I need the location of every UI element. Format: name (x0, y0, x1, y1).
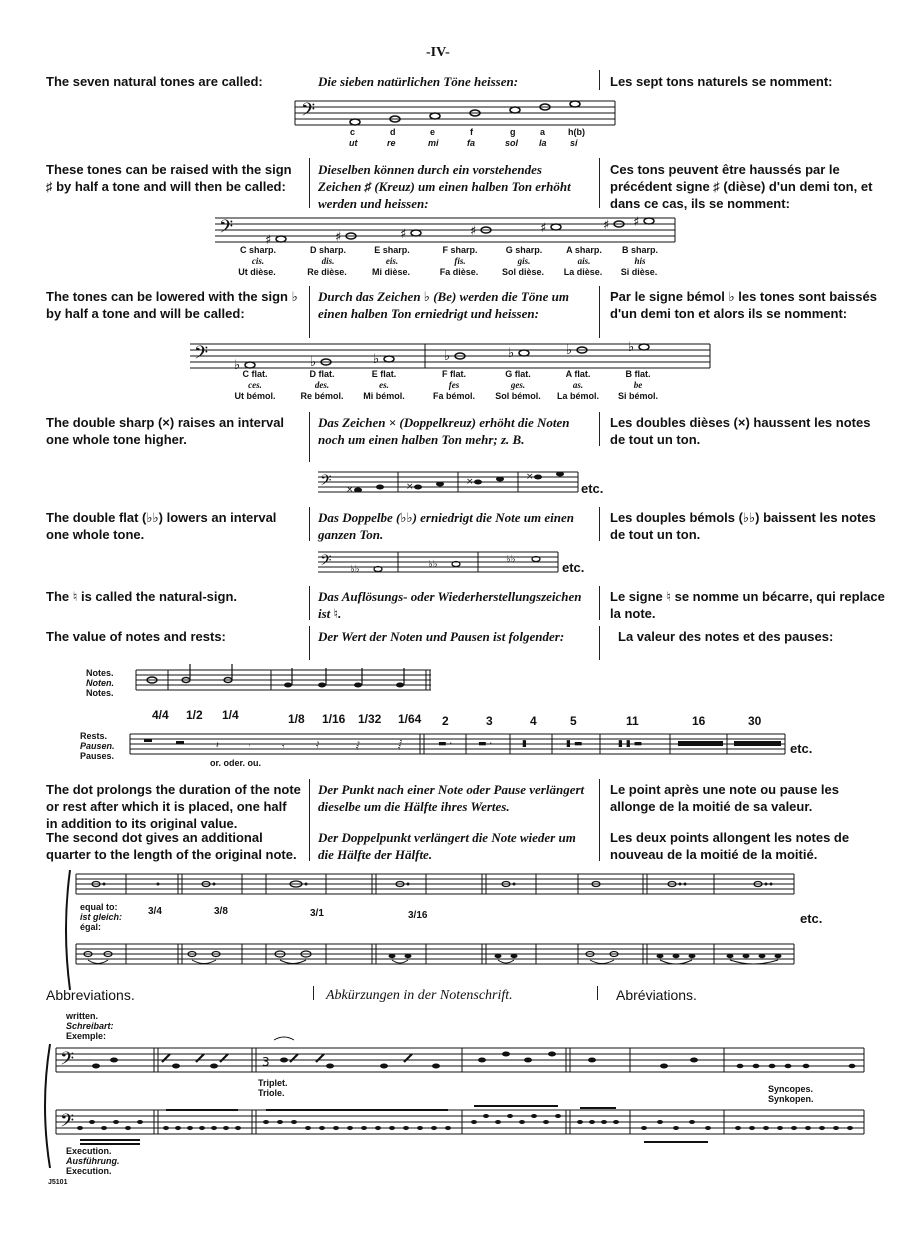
sharp-fr-2: Mi dièse. (371, 267, 410, 277)
flat-de-1: des. (314, 380, 330, 390)
letter-f: f (470, 127, 473, 137)
svg-text:𝄢: 𝄢 (60, 1111, 75, 1136)
solfege-re: re (387, 138, 396, 148)
flat-de-2: es. (379, 380, 389, 390)
svg-text:×: × (406, 482, 414, 492)
triplet-en: Triplet. (258, 1078, 288, 1088)
abbrev-fr: Abréviations. (616, 987, 697, 1003)
count-3: 5 (570, 714, 577, 728)
svg-text:♯: ♯ (470, 224, 477, 239)
flat-de-3: fes (448, 380, 460, 390)
count-2: 4 (530, 714, 537, 728)
notes-label-en: Notes. (86, 668, 114, 678)
svg-text:♯: ♯ (265, 233, 272, 248)
written-label-de: Schreibart: (66, 1021, 114, 1031)
fraction-4: 1/16 (322, 712, 346, 726)
flat-de-0: ces. (248, 380, 262, 390)
svg-text:♯: ♯ (335, 230, 342, 245)
svg-text:×: × (526, 472, 534, 482)
rests-label-de: Pausen. (80, 741, 115, 751)
svg-text:𝄢: 𝄢 (60, 1049, 75, 1074)
notes-label-de: Noten. (86, 678, 114, 688)
sharp-en-3: F sharp. (442, 245, 478, 255)
natural-en: The seven natural tones are called: (46, 74, 263, 89)
sharp-fr-3: Fa dièse. (439, 267, 479, 277)
svg-text:♯: ♯ (603, 218, 610, 233)
abbrev-en: Abbreviations. (46, 987, 135, 1003)
solfege-mi: mi (428, 138, 439, 148)
sharp-de-0: cis. (251, 256, 265, 266)
dot-fr-1: Le point après une note ou pause les allonge de la moitié de sa valeur. (610, 782, 839, 814)
svg-text:▮: ▮ (522, 739, 527, 749)
count-6: 30 (748, 714, 762, 728)
flat-en-0: C flat. (242, 369, 268, 379)
meter-1: 3/8 (214, 906, 228, 917)
dot-en-2: The second dot gives an additional quarter to the length of the original note. (46, 830, 297, 862)
flat-en-5: A flat. (565, 369, 591, 379)
sharp-en-0: C sharp. (239, 245, 276, 255)
svg-text:3: 3 (262, 1055, 270, 1069)
abbrev-de: Abkürzungen in der Notenschrift. (326, 988, 513, 1003)
sharp-en-5: A sharp. (566, 245, 602, 255)
count-0: 2 (442, 714, 449, 728)
fraction-2: 1/4 (222, 708, 239, 722)
rests-staff (130, 732, 790, 758)
svg-text:♯: ♯ (540, 221, 547, 236)
flat-en-4: G flat. (505, 369, 531, 379)
rests-label-en: Rests. (80, 731, 108, 741)
natsign-en: The ♮ is called the natural-sign. (46, 589, 238, 604)
count-1: 3 (486, 714, 493, 728)
meter-0: 3/4 (148, 906, 162, 917)
svg-text:𝄢: 𝄢 (219, 217, 234, 242)
count-5: 16 (692, 714, 706, 728)
flat-de-6: be (633, 380, 643, 390)
letter-c: c (350, 127, 356, 137)
svg-text:𝄢: 𝄢 (301, 100, 316, 125)
letter-e: e (430, 127, 436, 137)
sharp-fr-6: Si dièse. (620, 267, 658, 277)
flat-fr-5: La bémol. (556, 391, 599, 401)
abbrev-top-staff (44, 1044, 884, 1080)
svg-text:♭♭: ♭♭ (506, 554, 516, 565)
values-etc: etc. (790, 741, 813, 756)
syncope-en: Syncopes. (768, 1084, 814, 1094)
flat-fr-6: Si bémol. (617, 391, 658, 401)
natural-fr: Les sept tons naturels se nomment: (610, 74, 833, 89)
flat-en-6: B flat. (625, 369, 651, 379)
svg-text:𝄢: 𝄢 (194, 343, 209, 368)
values-fr: La valeur des notes et des pauses: (618, 629, 834, 644)
dot-bottom-staff (66, 940, 796, 970)
svg-text:𝄿: 𝄿 (282, 741, 285, 751)
flat-fr-4: Sol bémol. (495, 391, 541, 401)
sharp-en-6: B sharp. (621, 245, 658, 255)
sharp-en-2: E sharp. (374, 245, 410, 255)
dsharp-etc: etc. (581, 481, 604, 496)
sharp-de-4: gis. (517, 256, 531, 266)
values-en: The value of notes and rests: (46, 629, 226, 644)
plate-number: J5101 (48, 1179, 68, 1186)
letter-g: g (510, 127, 516, 137)
dsharp-de: Das Zeichen × (Doppelkreuz) erhöht die Noten noch um einen halben Ton mehr; z. B. (318, 415, 570, 447)
natsign-fr: Le signe ♮ se nomme un bécarre, qui replace la note. (610, 589, 885, 621)
flat-fr-3: Fa bémol. (432, 391, 475, 401)
flat-fr: Par le signe bémol ♭ les tones sont baissés d'un demi ton et alors ils se nomment: (610, 289, 877, 321)
equal-label-de: ist gleich: (80, 912, 123, 922)
sharp-de: Dieselben können durch ein vorstehendes Zeichen ♯ (Kreuz) um einen halben Ton erhöht werden und heissen: (318, 162, 571, 211)
sharp-de-1: dis. (321, 256, 335, 266)
svg-text:♭: ♭ (234, 358, 241, 373)
sharp-de-5: ais. (577, 256, 591, 266)
meter-2: 3/1 (310, 908, 324, 919)
svg-text:𝄾: 𝄾 (248, 741, 251, 751)
svg-text:▮ ▬: ▮ ▬ (566, 739, 583, 749)
execution-label-de: Ausführung. (66, 1156, 120, 1166)
equal-label-en: equal to: (80, 902, 118, 912)
notes-label-fr: Notes. (86, 688, 114, 698)
sharp-fr-5: La dièse. (563, 267, 603, 277)
dsharp-fr: Les doubles dièses (×) haussent les notes de tout un ton. (610, 415, 871, 447)
dot-en-1: The dot prolongs the duration of the note or rest after which it is placed, one half in addition to its original value. (46, 782, 301, 831)
svg-text:♭: ♭ (373, 352, 380, 367)
fraction-3: 1/8 (288, 712, 305, 726)
flat-en-2: E flat. (371, 369, 397, 379)
sharp-de-2: eis. (385, 256, 399, 266)
solfege-ut: ut (349, 138, 358, 148)
sharp-fr-1: Re dièse. (307, 267, 347, 277)
fraction-0: 4/4 (152, 708, 169, 722)
svg-text:♭: ♭ (310, 355, 317, 370)
svg-text:♭: ♭ (628, 340, 635, 355)
svg-text:♭♭: ♭♭ (428, 559, 438, 570)
flat-fr-0: Ut bémol. (234, 391, 276, 401)
written-label-en: written. (66, 1011, 99, 1021)
flat-fr-2: Mi bémol. (363, 391, 405, 401)
fraction-1: 1/2 (186, 708, 203, 722)
dot-de-2: Der Doppelpunkt verlängert die Note wieder um die Hälfte der Hälfte. (318, 830, 576, 862)
solfege-fa: fa (467, 138, 476, 148)
meter-3: 3/16 (408, 910, 428, 921)
triplet-de: Triole. (258, 1088, 285, 1098)
fraction-6: 1/64 (398, 712, 422, 726)
dsharp-en: The double sharp (×) raises an interval one whole tone higher. (46, 415, 285, 447)
dflat-fr: Les douples bémols (♭♭) baissent les notes de tout un ton. (610, 510, 876, 542)
dot-etc: etc. (800, 911, 823, 926)
svg-text:𝄢: 𝄢 (320, 552, 332, 573)
svg-text:𝄢: 𝄢 (320, 472, 332, 493)
sharp-en-1: D sharp. (309, 245, 346, 255)
dot-top-staff (66, 870, 796, 900)
svg-text:▬ ·: ▬ · (438, 739, 453, 749)
flat-fr-1: Re bémol. (300, 391, 344, 401)
dsharp-staff (318, 470, 583, 500)
svg-text:𝅂: 𝅂 (398, 741, 403, 751)
rests-label-fr: Pauses. (80, 751, 115, 761)
dflat-etc: etc. (562, 560, 585, 575)
sharp-en: These tones can be raised with the sign ♯ by half a tone and will then be called: (46, 162, 292, 194)
svg-text:♭: ♭ (566, 343, 573, 358)
execution-label-fr: Execution. (66, 1166, 112, 1176)
dot-de-1: Der Punkt nach einer Note oder Pause verlängert dieselbe um die Hälfte ihres Wertes. (318, 782, 585, 814)
dflat-en: The double flat (♭♭) lowers an interval one whole tone. (46, 510, 277, 542)
dot-fr-2: Les deux points allongent les notes de nouveau de la moitié de la moitié. (610, 830, 850, 862)
count-4: 11 (626, 714, 639, 728)
written-label-fr: Exemple: (66, 1031, 107, 1041)
values-de: Der Wert der Noten und Pausen ist folgender: (318, 629, 565, 644)
sharp-fr: Ces tons peuvent être haussés par le précédent signe ♯ (dièse) d'un demi ton, et dans ce cas, ils se nomment: (610, 162, 873, 211)
svg-text:𝄽: 𝄽 (216, 741, 219, 751)
fraction-5: 1/32 (358, 712, 382, 726)
sharp-de-6: his (634, 256, 646, 266)
solfege-la: la (539, 138, 547, 148)
execution-label-en: Execution. (66, 1146, 112, 1156)
svg-text:▬ ·: ▬ · (478, 739, 493, 749)
svg-text:♭: ♭ (444, 349, 451, 364)
flat-de: Durch das Zeichen ♭ (Be) werden die Töne um einen halben Ton erniedrigt und heissen: (318, 289, 569, 321)
dflat-staff (318, 550, 563, 580)
flat-de-4: ges. (510, 380, 526, 390)
svg-text:▮ ▮ ▬: ▮ ▮ ▬ (618, 739, 643, 749)
sharp-staff (215, 214, 675, 248)
flat-en-1: D flat. (309, 369, 335, 379)
rests-or: or. oder. ou. (210, 758, 262, 768)
svg-text:×: × (346, 485, 354, 495)
svg-text:♭♭: ♭♭ (350, 564, 360, 575)
sharp-en-4: G sharp. (505, 245, 543, 255)
equal-label-fr: égal: (80, 922, 102, 932)
letter-h: h(b) (568, 127, 585, 137)
natsign-de: Das Auflösungs- oder Wiederherstellungszeichen ist ♮. (318, 589, 582, 621)
flat-en-3: F flat. (442, 369, 466, 379)
solfege-sol: sol (505, 138, 519, 148)
page-number: -IV- (426, 45, 450, 60)
notes-staff (136, 668, 436, 698)
sharp-fr-0: Ut dièse. (238, 267, 276, 277)
dflat-de: Das Doppelbe (♭♭) erniedrigt die Note um einen ganzen Ton. (318, 510, 574, 542)
svg-text:♯: ♯ (633, 215, 640, 230)
svg-text:𝅁: 𝅁 (356, 741, 360, 751)
letter-a: a (540, 127, 546, 137)
sharp-fr-4: Sol dièse. (501, 267, 545, 277)
flat-en: The tones can be lowered with the sign ♭ by half a tone and will be called: (46, 289, 298, 321)
flat-de-5: as. (572, 380, 584, 390)
svg-text:𝅀: 𝅀 (316, 741, 320, 751)
abbrev-bottom-staff (44, 1106, 884, 1146)
natural-de: Die sieben natürlichen Töne heissen: (318, 74, 519, 89)
svg-text:♯: ♯ (400, 227, 407, 242)
letter-d: d (390, 127, 396, 137)
syncope-de: Synkopen. (768, 1094, 814, 1104)
sharp-de-3: fis. (454, 256, 466, 266)
svg-text:×: × (466, 477, 474, 487)
solfege-si: si (570, 138, 578, 148)
svg-text:♭: ♭ (508, 346, 515, 361)
